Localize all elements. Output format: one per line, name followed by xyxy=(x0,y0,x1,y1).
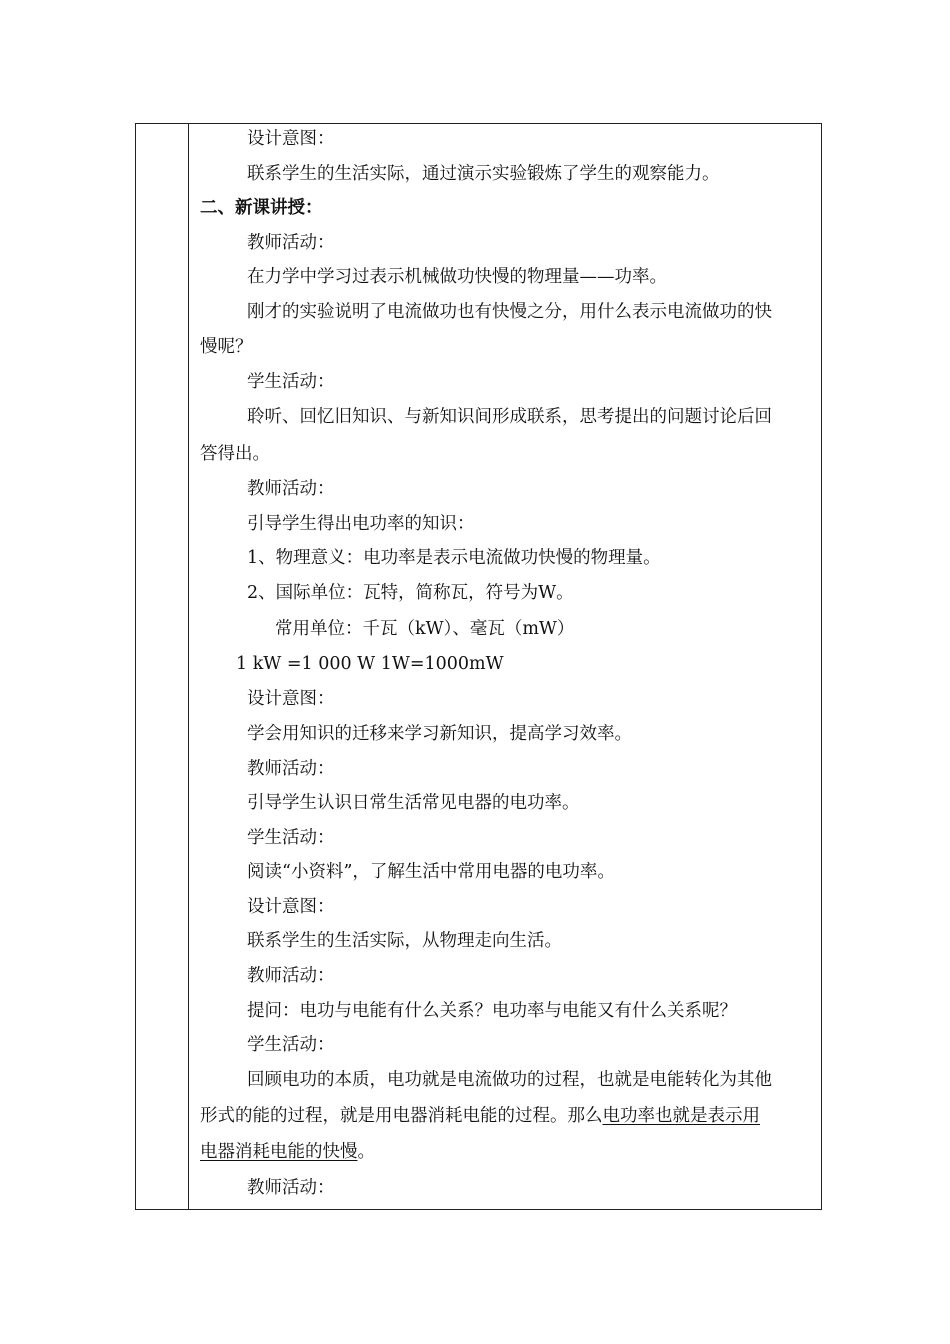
text-line: 引导学生认识日常生活常见电器的电功率。 xyxy=(247,793,580,813)
underlined-text: 电功率也就是表示用 xyxy=(602,1106,760,1126)
text-line: 引导学生得出电功率的知识： xyxy=(247,514,475,534)
text-line xyxy=(200,1105,760,1127)
text-line: 学会用知识的迁移来学习新知识，提高学习效率。 xyxy=(247,724,632,744)
lesson-table xyxy=(135,123,822,1210)
text-line: 教师活动： xyxy=(247,233,335,253)
text-line: 聆听、回忆旧知识、与新知识间形成联系，思考提出的问题讨论后回 xyxy=(247,407,772,427)
text-line: 1 kW =1 000 W 1W=1000mW xyxy=(236,654,504,674)
text-line: 在力学中学习过表示机械做功快慢的物理量——功率。 xyxy=(247,267,667,287)
left-column-cell xyxy=(136,124,189,1209)
text-line: 设计意图： xyxy=(247,129,335,149)
text-line: 教师活动： xyxy=(247,1178,335,1198)
text-line: 提问：电功与电能有什么关系？电功率与电能又有什么关系呢？ xyxy=(247,1001,737,1021)
text-line xyxy=(200,1141,375,1163)
text-line: 慢呢？ xyxy=(200,337,253,357)
text-line: 1、物理意义：电功率是表示电流做功快慢的物理量。 xyxy=(247,548,661,568)
text-line: 设计意图： xyxy=(247,897,335,917)
text-line: 刚才的实验说明了电流做功也有快慢之分，用什么表示电流做功的快 xyxy=(247,302,772,322)
text-line: 阅读“小资料”，了解生活中常用电器的电功率。 xyxy=(247,862,615,882)
section-heading: 二、新课讲授： xyxy=(200,198,323,218)
text-line: 学生活动： xyxy=(247,828,335,848)
text-line: 联系学生的生活实际，从物理走向生活。 xyxy=(247,931,562,951)
text-line: 常用单位：千瓦（kW）、毫瓦（mW） xyxy=(275,619,575,639)
text-line: 2、国际单位：瓦特，简称瓦，符号为W。 xyxy=(247,583,574,603)
text-line: 回顾电功的本质，电功就是电流做功的过程，也就是电能转化为其他 xyxy=(247,1070,772,1090)
text-line: 联系学生的生活实际，通过演示实验锻炼了学生的观察能力。 xyxy=(247,164,720,184)
text-line: 教师活动： xyxy=(247,966,335,986)
text-line: 学生活动： xyxy=(247,1035,335,1055)
text-segment: 。 xyxy=(357,1142,375,1162)
text-line: 学生活动： xyxy=(247,372,335,392)
text-line: 教师活动： xyxy=(247,479,335,499)
text-line: 答得出。 xyxy=(200,444,270,464)
text-line: 教师活动： xyxy=(247,759,335,779)
text-segment: 形式的能的过程，就是用电器消耗电能的过程。那么 xyxy=(200,1106,603,1126)
text-line: 设计意图： xyxy=(247,689,335,709)
underlined-text: 电器消耗电能的快慢 xyxy=(200,1142,358,1162)
